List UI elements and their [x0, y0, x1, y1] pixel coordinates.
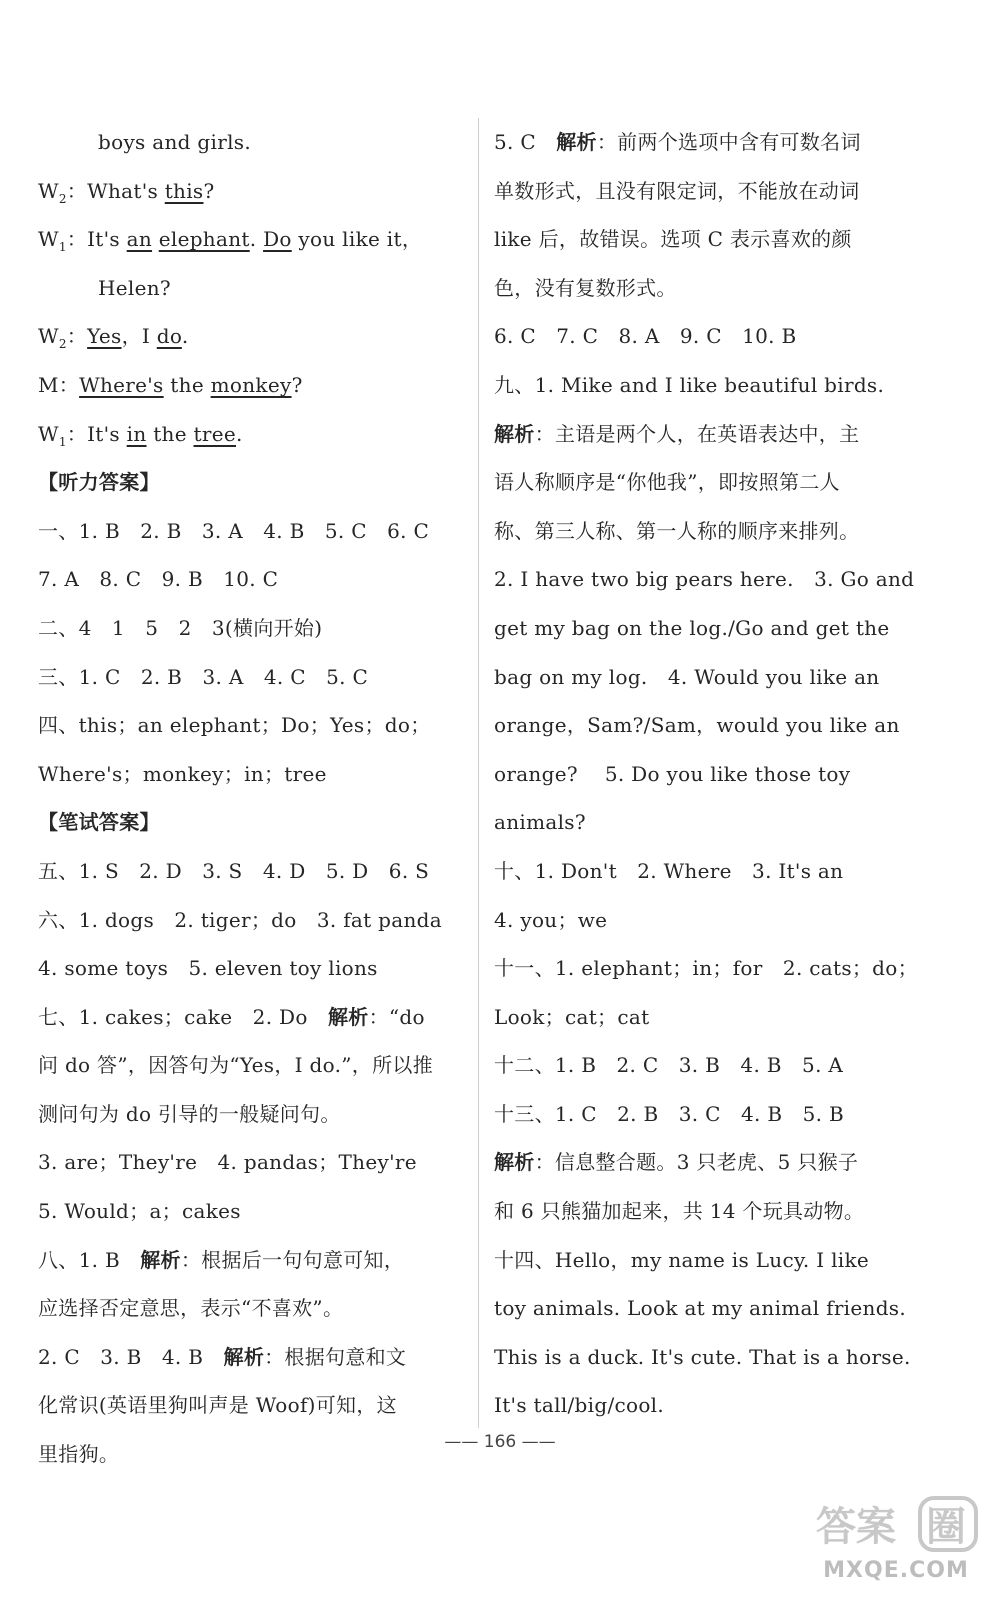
answer-line: orange? 5. Do you like those toy	[494, 761, 851, 786]
answer-line: 和 6 只熊猫加起来，共 14 个玩具动物。	[494, 1199, 865, 1224]
answer-line: 六、1. dogs 2. tiger；do 3. fat panda	[38, 907, 442, 932]
answer-line: 四、this；an elephant；Do；Yes；do；	[38, 713, 431, 738]
answer-line: 色，没有复数形式。	[494, 275, 677, 300]
answer-line: 4. you；we	[494, 907, 608, 932]
answer-line: like 后，故错误。选项 C 表示喜欢的颜	[494, 227, 852, 252]
svg-text:圈: 圈	[926, 1504, 966, 1550]
answer-line: 十、1. Don't 2. Where 3. It's an	[494, 858, 844, 883]
dialogue-line: $W_2$：Yes，I do.	[38, 324, 189, 352]
analysis-label: 解析	[327, 1004, 369, 1029]
watermark-site: MXQE.COM	[823, 1558, 969, 1583]
answer-line: 测问句为 do 引导的一般疑问句。	[38, 1101, 341, 1126]
page-number: 166	[483, 1432, 517, 1452]
answer-line: 里指狗。	[38, 1442, 120, 1467]
analysis-label: 解析	[140, 1247, 181, 1272]
column-divider	[478, 118, 479, 1428]
answer-line: 6. C 7. C 8. A 9. C 10. B	[494, 324, 797, 349]
answer-line: bag on my log. 4. Would you like an	[494, 664, 880, 689]
right-column	[494, 118, 918, 1430]
dialogue-line: Helen?	[98, 275, 171, 300]
answer-line: 3. are；They're 4. pandas；They're	[38, 1150, 417, 1175]
answer-line: orange，Sam?/Sam，would you like an	[494, 713, 900, 738]
analysis-label: 解析	[494, 421, 535, 446]
answer-line: 5. C 解析：前两个选项中含有可数名词	[494, 130, 861, 154]
answer-line: 化常识(英语里狗叫声是 Woof)可知，这	[38, 1393, 397, 1418]
answer-line: get my bag on the log./Go and get the	[494, 615, 890, 640]
answer-line: It's tall/big/cool.	[494, 1393, 665, 1418]
answer-line: This is a duck. It's cute. That is a horse.	[494, 1344, 911, 1369]
answer-line: 三、1. C 2. B 3. A 4. C 5. C	[38, 664, 369, 689]
dialogue-line: boys and girls.	[98, 130, 252, 154]
answer-line: 应选择否定意思，表示“不喜欢”。	[38, 1296, 344, 1321]
answer-line: Look；cat；cat	[494, 1004, 650, 1029]
dialogue-line: $W_1$：It's in the tree.	[38, 421, 243, 449]
answer-line: 五、1. S 2. D 3. S 4. D 5. D 6. S	[38, 858, 430, 883]
answer-line: 称、第三人称、第一人称的顺序来排列。	[494, 518, 860, 543]
answer-line: Where's；monkey；in；tree	[38, 761, 327, 786]
section-heading: 【笔试答案】	[38, 810, 160, 835]
answer-line: 7. A 8. C 9. B 10. C	[38, 567, 279, 592]
answer-line: 5. Would；a；cakes	[38, 1199, 241, 1224]
analysis-label: 解析	[223, 1344, 265, 1369]
watermark	[808, 1492, 984, 1592]
answer-line: 十三、1. C 2. B 3. C 4. B 5. B	[494, 1101, 844, 1126]
answer-line: 问 do 答”，因答句为“Yes，I do.”，所以推	[38, 1053, 434, 1078]
answer-line: 解析：主语是两个人，在英语表达中，主	[494, 421, 860, 446]
answer-line: 八、1. B 解析：根据后一句句意可知，	[38, 1247, 405, 1272]
answer-line: 4. some toys 5. eleven toy lions	[38, 956, 378, 981]
answer-line: 解析：信息整合题。3 只老虎、5 只猴子	[494, 1150, 859, 1175]
answer-line: 二、4 1 5 2 3(横向开始)	[38, 615, 323, 640]
answer-line: toy animals. Look at my animal friends.	[494, 1296, 907, 1321]
answer-line: 一、1. B 2. B 3. A 4. B 5. C 6. C	[38, 518, 430, 543]
left-column	[38, 118, 464, 1479]
answer-line: 十一、1. elephant；in；for 2. cats；do；	[494, 956, 918, 981]
answer-line: 十四、Hello，my name is Lucy. I like	[494, 1247, 870, 1272]
dialogue-line: M：Where's the monkey?	[38, 372, 303, 397]
dialogue-line: $W_2$：What's this?	[38, 178, 215, 206]
dialogue-line: $W_1$：It's an elephant. Do you like it，	[38, 227, 423, 255]
answer-line: animals?	[494, 810, 586, 835]
answer-line: 十二、1. B 2. C 3. B 4. B 5. A	[494, 1053, 844, 1078]
svg-text:答案: 答案	[816, 1504, 896, 1550]
answer-line: 单数形式，且没有限定词，不能放在动词	[494, 178, 860, 203]
analysis-label: 解析	[556, 130, 597, 154]
answer-line: 语人称顺序是“你他我”，即按照第二人	[494, 470, 840, 495]
section-heading: 【听力答案】	[38, 470, 160, 495]
answer-line: 2. I have two big pears here. 3. Go and	[494, 567, 915, 592]
answer-line: 2. C 3. B 4. B 解析：根据句意和文	[38, 1344, 407, 1369]
watermark-seal	[808, 1492, 984, 1556]
page-footer: —— 166 ——	[444, 1432, 556, 1452]
analysis-label: 解析	[494, 1150, 535, 1175]
answer-line: 七、1. cakes；cake 2. Do 解析：“do	[38, 1004, 425, 1029]
answer-line: 九、1. Mike and I like beautiful birds.	[494, 372, 885, 397]
